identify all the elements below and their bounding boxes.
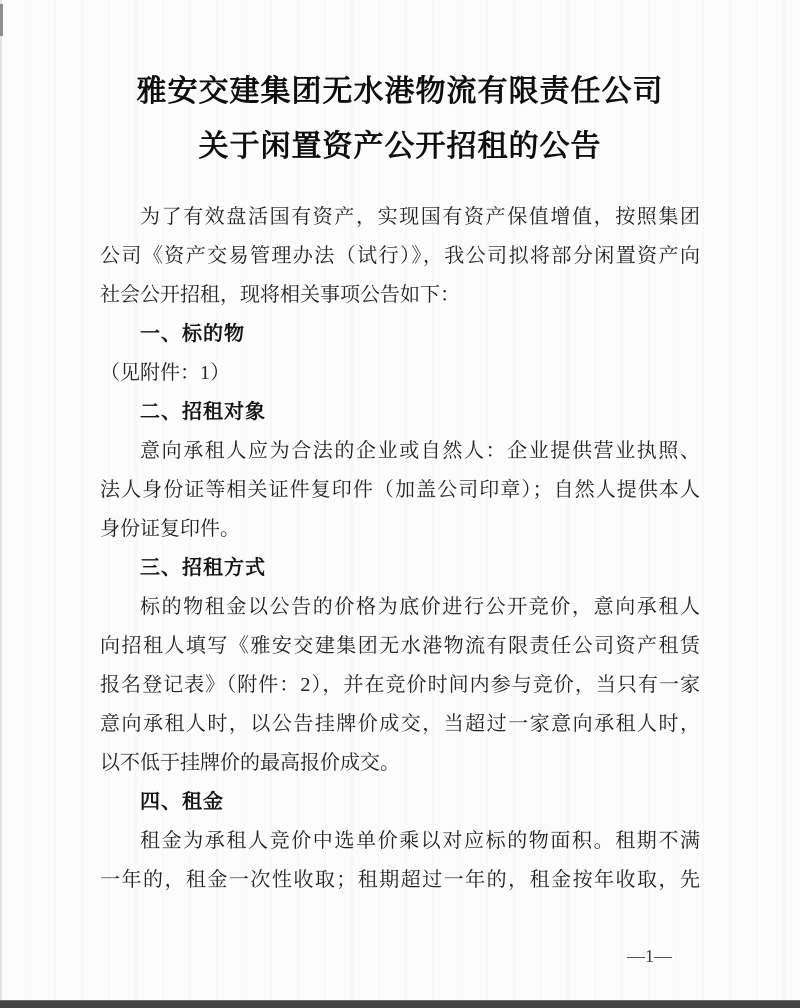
section-heading-subject: 一、标的物 — [140, 323, 245, 345]
section-heading-lease-target: 二、招租对象 — [140, 401, 266, 423]
section-lease-target-line: 法人身份证等相关证件复印件（加盖公司印章）；自然人提供本人 — [100, 479, 700, 501]
section-rent-line: 租金为承租人竞价中选单价乘以对应标的物面积。租期不满 — [140, 830, 700, 852]
section-heading-rent: 四、租金 — [140, 791, 224, 813]
section-lease-method-line: 报名登记表》（附件：2），并在竞价时间内参与竞价，当只有一家 — [100, 674, 700, 696]
intro-paragraph-line: 为了有效盘活国有资产，实现国有资产保值增值，按照集团 — [140, 206, 700, 228]
section-heading-lease-method: 三、招租方式 — [140, 557, 266, 579]
intro-paragraph-line: 社会公开招租，现将相关事项公告如下： — [100, 284, 460, 306]
document-title — [100, 64, 700, 174]
section-lease-method-line: 标的物租金以公告的价格为底价进行公开竞价，意向承租人 — [140, 596, 700, 618]
section-lease-target-line: 意向承租人应为合法的企业或自然人：企业提供营业执照、 — [140, 440, 700, 462]
scan-corner-mark — [0, 4, 3, 36]
section-lease-method-line: 意向承租人时，以公告挂牌价成交，当超过一家意向承租人时， — [100, 713, 700, 735]
document-title-line1: 雅安交建集团无水港物流有限责任公司 — [136, 75, 664, 108]
scan-edge-artifact-bottom — [0, 1000, 800, 1008]
section-lease-method-line: 向招租人填写《雅安交建集团无水港物流有限责任公司资产租赁 — [100, 635, 700, 657]
section-subject-line: （见附件：1） — [100, 362, 230, 384]
scan-edge-artifact-left — [0, 0, 2, 1008]
section-rent-line: 一年的，租金一次性收取；租期超过一年的，租金按年收取，先 — [100, 869, 700, 891]
section-lease-target-line: 身份证复印件。 — [100, 518, 240, 540]
document-body — [100, 198, 700, 900]
page-number: —1— — [627, 946, 672, 966]
document-title-line2: 关于闲置资产公开招租的公告 — [198, 130, 602, 163]
intro-paragraph-line: 公司《资产交易管理办法（试行）》，我公司拟将部分闲置资产向 — [100, 245, 700, 267]
section-lease-method-line: 以不低于挂牌价的最高报价成交。 — [100, 752, 400, 774]
